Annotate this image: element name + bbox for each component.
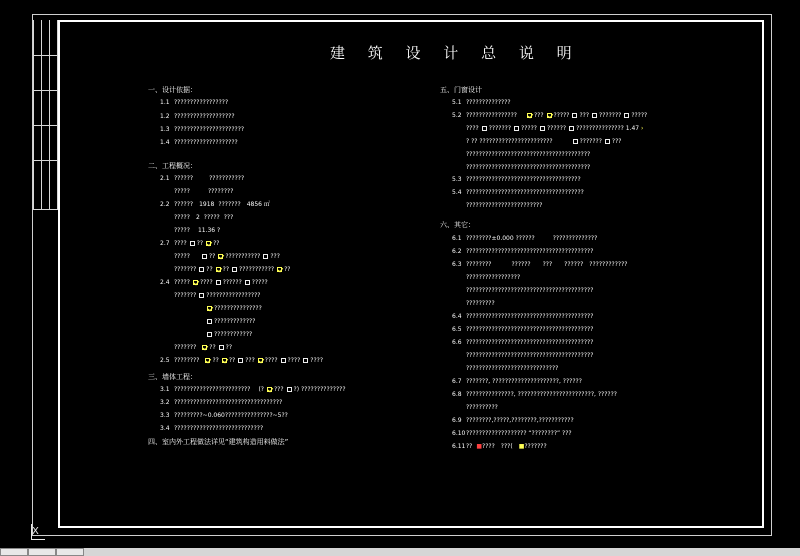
list-item: 6.11?? ■???? ???( ■???????: [452, 443, 547, 450]
list-item: ??????? ?????????????????: [174, 292, 261, 299]
list-item: ??????????: [466, 404, 498, 411]
checkbox-checked[interactable]: [193, 280, 198, 285]
list-item: 2.4 ????? ???? ?????? ?????: [160, 279, 268, 286]
tab-layout[interactable]: [56, 548, 84, 556]
checkbox-checked[interactable]: [207, 306, 212, 311]
checkbox-checked[interactable]: [267, 387, 272, 392]
list-item: 5.4 ?????????????????????????????????????: [452, 189, 584, 196]
checkbox-checked[interactable]: [205, 358, 210, 363]
section-4-heading: 四、室内外工程做法详见“建筑构造用料做法”: [148, 438, 289, 446]
checkbox[interactable]: [303, 358, 308, 363]
list-item: ?????????: [466, 300, 495, 307]
list-item: 6.9 ????????,?????,????????,???????????: [452, 417, 574, 424]
checkbox-checked[interactable]: [547, 113, 552, 118]
checkbox[interactable]: [207, 319, 212, 324]
right-column: [440, 0, 740, 556]
checkbox[interactable]: [216, 280, 221, 285]
list-item: ????????????????????????: [466, 202, 543, 209]
checkbox[interactable]: [199, 293, 204, 298]
left-column: [148, 0, 418, 556]
list-item: ????? ?? ??????????? ???: [174, 253, 280, 260]
section-2-heading: 二、工程概况：: [148, 162, 197, 170]
checkbox[interactable]: [482, 126, 487, 131]
list-item: 3.4 ????????????????????????????: [160, 425, 264, 432]
list-item: ???????????????????????????????????????: [466, 151, 591, 158]
list-item: 6.8 ???????????????, ????????????????????????, ??????: [452, 391, 617, 398]
sheet-title: 建 筑 设 计 总 说 明: [330, 44, 581, 62]
checkbox[interactable]: [190, 241, 195, 246]
list-item: ???????????????: [204, 306, 262, 312]
checkbox[interactable]: [569, 126, 574, 131]
section-1-heading: 一、设计依据：: [148, 86, 197, 94]
section-5-heading: 五、门窗设计: [440, 86, 482, 94]
list-item: 2.2 ?????? 1918 ??????? 4856 ㎡: [160, 201, 270, 208]
checkbox[interactable]: [572, 113, 577, 118]
checkbox[interactable]: [263, 254, 268, 259]
list-item: 6.5 ????????????????????????????????????????: [452, 326, 594, 333]
list-item: 6.4 ????????????????????????????????????????: [452, 313, 594, 320]
list-item: ????? 2 ????? ???: [174, 214, 234, 221]
checkbox-checked[interactable]: [218, 254, 223, 259]
list-item: 6.7 ???????, ?????????????????????, ??????: [452, 378, 582, 385]
checkbox-checked[interactable]: [216, 267, 221, 272]
checkbox[interactable]: [245, 280, 250, 285]
list-item: 3.3 ?????????~0.060???????????????~5??: [160, 412, 288, 419]
ucs-axis-icon: X: [28, 524, 46, 542]
checkbox-checked[interactable]: [527, 113, 532, 118]
tab-layout[interactable]: [28, 548, 56, 556]
checkbox-checked[interactable]: [202, 345, 207, 350]
list-item: ????????????????????????????????????????: [466, 287, 594, 294]
list-item: ???? ??????? ????? ?????? ??????????????? 1.47 ›: [466, 125, 644, 132]
checkbox[interactable]: [202, 254, 207, 259]
checkbox[interactable]: [592, 113, 597, 118]
list-item: ?????????????????: [466, 274, 521, 281]
checkbox-checked[interactable]: [277, 267, 282, 272]
list-item: 3.2 ??????????????????????????????????: [160, 399, 283, 406]
checkbox-checked[interactable]: [222, 358, 227, 363]
list-item: ?????????????????????????????: [466, 365, 559, 372]
list-item: 2.7 ???? ?? ??: [160, 240, 220, 247]
list-item: ???????????????????????????????????????: [466, 164, 591, 171]
list-item: 6.10??????????????????? “????????” ???: [452, 430, 572, 437]
checkbox[interactable]: [219, 345, 224, 350]
list-item: 2.5 ???????? ?? ?? ??? ???? ???? ????: [160, 357, 324, 364]
checkbox[interactable]: [287, 387, 292, 392]
list-item: 6.1 ????????±0.000 ?????? ??????????????: [452, 235, 598, 242]
list-item: ??????? ?? ??: [174, 344, 233, 351]
binding-strip: [33, 20, 58, 210]
checkbox[interactable]: [605, 139, 610, 144]
checkbox[interactable]: [540, 126, 545, 131]
checkbox[interactable]: [514, 126, 519, 131]
list-item: 5.3 ????????????????????????????????????: [452, 176, 581, 183]
checkbox[interactable]: [238, 358, 243, 363]
layout-tab-bar: [0, 548, 800, 556]
list-item: 3.1 ???????????????????????? (? ??? ?) ??????????????: [160, 386, 346, 393]
checkbox-checked[interactable]: [258, 358, 263, 363]
list-item: ????? ????????: [174, 188, 234, 195]
list-item: ??????? ?? ?? ??????????? ??: [174, 266, 291, 273]
section-6-heading: 六、其它：: [440, 221, 475, 229]
checkbox[interactable]: [281, 358, 286, 363]
list-item: ????????????: [204, 332, 252, 338]
list-item: ????????????????????????????????????????: [466, 352, 594, 359]
checkbox[interactable]: [624, 113, 629, 118]
list-item: 6.3 ???????? ?????? ??? ?????? ????????????: [452, 261, 628, 268]
list-item: 5.2 ???????????????? ??? ????? ??? ??????? ?????: [452, 112, 648, 119]
checkbox-checked[interactable]: [206, 241, 211, 246]
list-item: 1.2 ???????????????????: [160, 113, 235, 120]
list-item: ? ?? ??????????????????????? ??????? ???: [466, 138, 622, 145]
checkbox[interactable]: [199, 267, 204, 272]
list-item: 1.4 ????????????????????: [160, 139, 238, 146]
list-item: ?????????????: [204, 319, 255, 325]
list-item: 6.6 ????????????????????????????????????????: [452, 339, 594, 346]
list-item: 1.1 ?????????????????: [160, 99, 229, 106]
checkbox[interactable]: [207, 332, 212, 337]
tab-model[interactable]: [0, 548, 28, 556]
list-item: 2.1 ?????? ???????????: [160, 175, 245, 182]
checkbox[interactable]: [573, 139, 578, 144]
list-item: 1.3 ??????????????????????: [160, 126, 245, 133]
checkbox[interactable]: [232, 267, 237, 272]
section-3-heading: 三、墙体工程：: [148, 373, 197, 381]
list-item: ????? 11.36 ?: [174, 227, 221, 234]
list-item: 6.2 ????????????????????????????????????????: [452, 248, 594, 255]
list-item: 5.1 ??????????????: [452, 99, 511, 106]
